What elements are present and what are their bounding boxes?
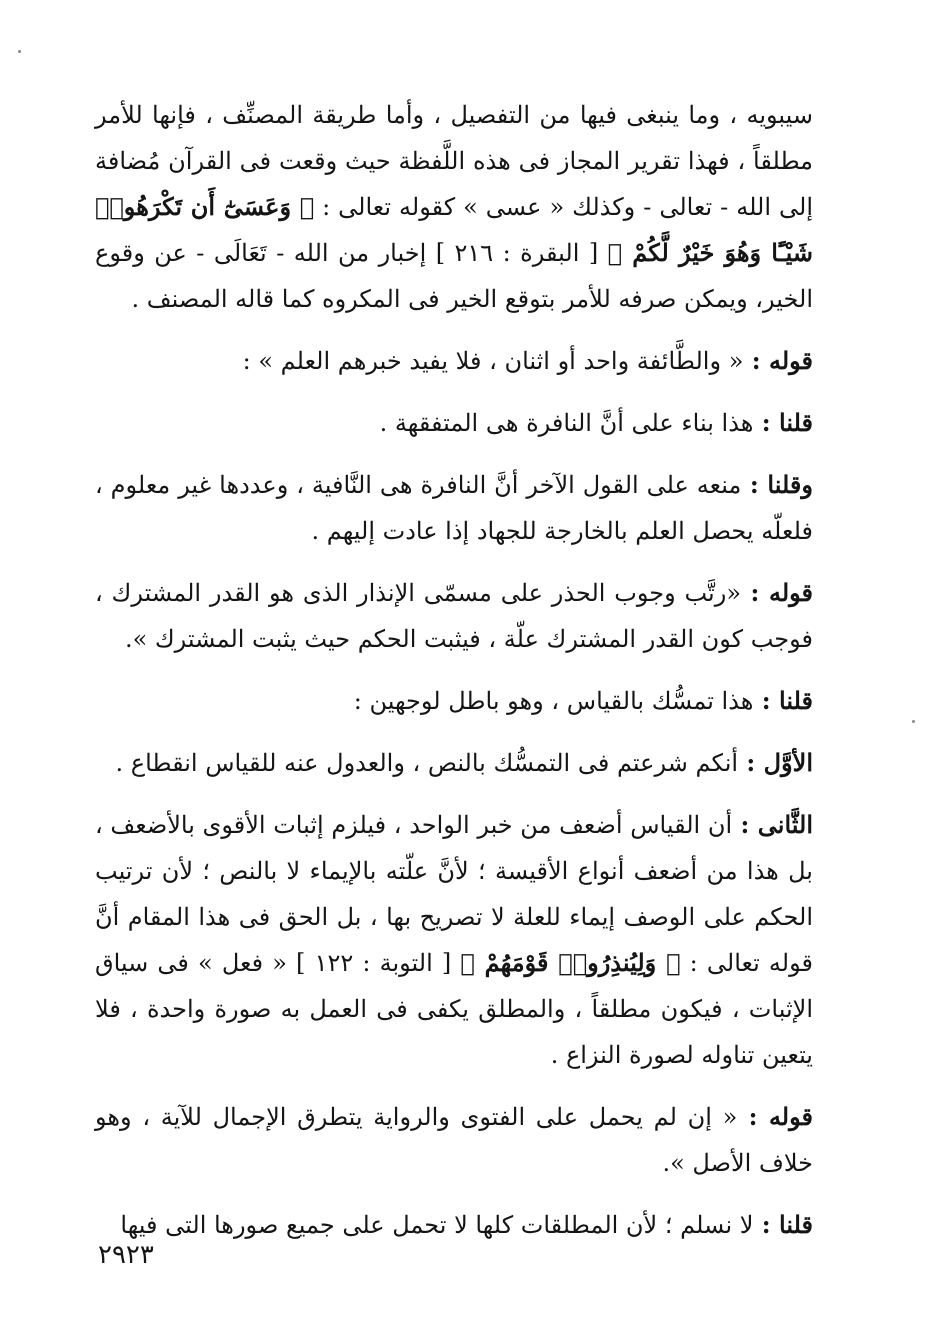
paragraph-9-lead: قوله : <box>737 1102 813 1131</box>
paragraph-5 <box>95 570 813 662</box>
paragraph-5-text: «رتَّب وجوب الحذر على مسمّى الإنذار الذى هو القدر المشترك ، فوجب كون القدر المشترك علّة ، فيثبت الحكم حيث يثبت المشترك ». <box>95 579 813 653</box>
paragraph-10 <box>95 1202 813 1248</box>
paragraph-5-lead: قوله : <box>741 578 813 607</box>
paragraph-9 <box>95 1094 813 1186</box>
paragraph-3-lead: قلنا : <box>753 408 813 437</box>
scan-speck <box>18 50 21 53</box>
paragraph-3 <box>95 400 813 446</box>
paragraph-2 <box>95 338 813 384</box>
paragraph-2-lead: قوله : <box>743 346 813 375</box>
quran-verse-tawbah: ﴿ وَلِيُنذِرُوا۟ قَوْمَهُمْ ﴾ <box>460 948 681 977</box>
paragraph-7 <box>95 740 813 786</box>
paragraph-1-text: سيبويه ، وما ينبغى فيها من التفصيل ، وأما طريقة المصنِّف ، فإنها للأمر مطلقاً ، فهذا تقرير المجاز فى هذه اللَّفظة حيث وقعت فى القرآن مُضافة إلى الله - تعالى - وكذلك « عسى » كقوله تعالى : <box>95 101 814 221</box>
paragraph-8-after: [ التوبة : ١٢٢ ] « فعل » فى سياق الإثبات ، فيكون مطلقاً ، والمطلق يكفى فى العمل به صورة واحدة ، فلا يتعين تناوله لصورة النزاع . <box>95 949 813 1069</box>
paragraph-8 <box>95 802 813 1078</box>
paragraph-10-lead: قلنا : <box>753 1210 813 1239</box>
paragraph-10-text: لا نسلم ؛ لأن المطلقات كلها لا تحمل على جميع صورها التى فيها <box>120 1211 754 1239</box>
scan-speck <box>912 720 915 723</box>
paragraph-8-text: أن القياس أضعف من خبر الواحد ، فيلزم إثبات الأقوى بالأضعف ، بل هذا من أضعف أنواع الأقيسة ؛ لأنَّ علّته بالإيماء لا بالنص ؛ لأن ترتيب الحكم على الوصف إيماء للعلة لا تصريح بها ، بل الحق فى هذا المقام أنَّ قوله تعالى : <box>95 811 813 977</box>
paragraph-3-text: هذا بناء على أنَّ النافرة هى المتفقهة . <box>379 409 754 437</box>
quran-verse-baqarah: ﴿ وَعَسَىٰٓ أَن تَكْرَهُوا۟ شَيْـًٔا وَهُوَ خَيْرٌ لَّكُمْ ﴾ <box>95 192 813 267</box>
paragraph-6 <box>95 678 813 724</box>
paragraph-4-lead: وقلنا : <box>741 470 813 499</box>
paragraph-7-lead: الأوَّل : <box>738 748 813 777</box>
paragraph-9-text: « إن لم يحمل على الفتوى والرواية يتطرق الإجمال للآية ، وهو خلاف الأصل ». <box>95 1103 813 1177</box>
paragraph-8-lead: الثَّانى : <box>732 810 813 839</box>
paragraph-2-text: « والطَّائفة واحد أو اثنان ، فلا يفيد خبرهم العلم » : <box>242 347 744 375</box>
paragraph-7-text: أنكم شرعتم فى التمسُّك بالنص ، والعدول عنه للقياس انقطاع . <box>115 749 739 777</box>
paragraph-1-after: [ البقرة : ٢١٦ ] إخبار من الله - تَعَالَى - عن وقوع الخير، ويمكن صرفه للأمر بتوقع الخير فى المكروه كما قاله المصنف . <box>95 239 813 313</box>
paragraph-6-lead: قلنا : <box>753 686 813 715</box>
paragraph-1 <box>95 92 813 322</box>
page-body <box>95 92 813 1248</box>
paragraph-4-text: منعه على القول الآخر أنَّ النافرة هى النَّافية ، وعددها غير معلوم ، فلعلّه يحصل العلم بالخارجة للجهاد إذا عادت إليهم . <box>95 471 813 545</box>
page-number: ٢٩٢٣ <box>98 1240 154 1270</box>
paragraph-4 <box>95 462 813 554</box>
paragraph-6-text: هذا تمسُّك بالقياس ، وهو باطل لوجهين : <box>353 687 754 715</box>
